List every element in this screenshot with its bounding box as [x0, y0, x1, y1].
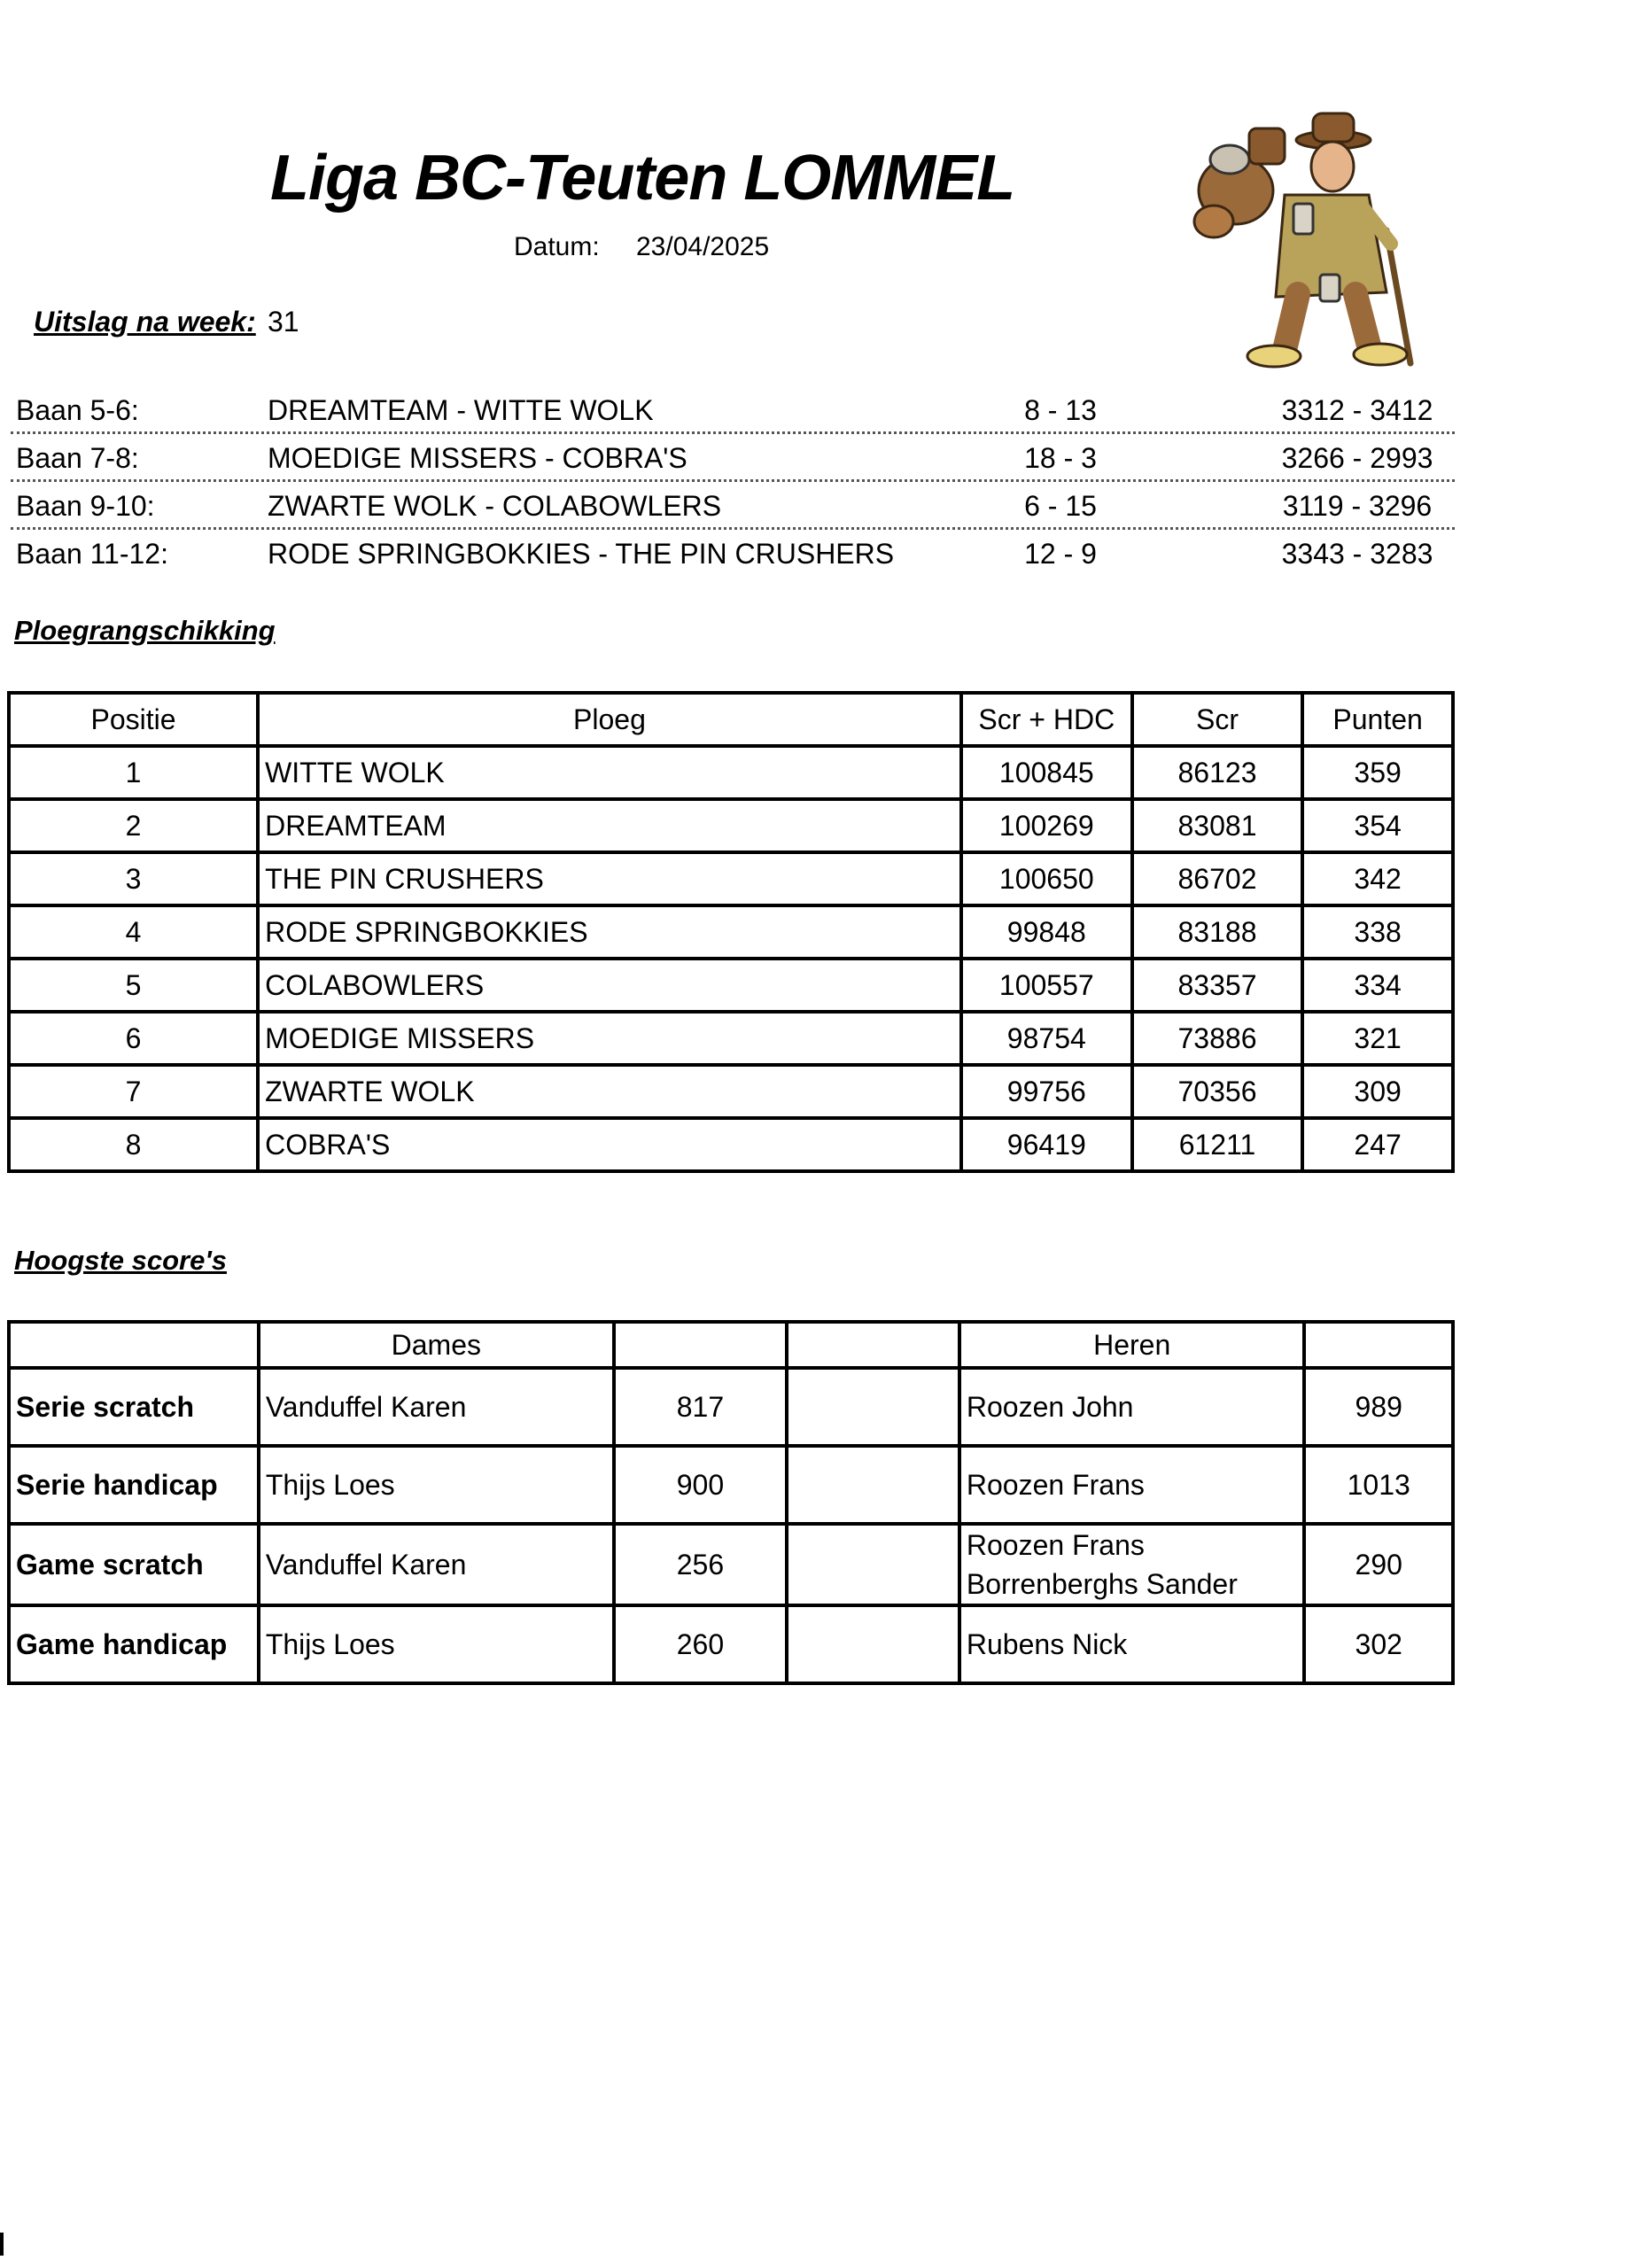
- heren-name: [959, 1524, 1305, 1605]
- match-teams: DREAMTEAM - WITTE WOLK: [268, 394, 654, 426]
- rank-position: 2: [9, 799, 258, 852]
- table-row: [9, 1605, 1453, 1683]
- category-label: Game scratch: [9, 1524, 259, 1605]
- points: 354: [1302, 799, 1453, 852]
- match-lane: Baan 11-12:: [16, 538, 168, 570]
- rank-position: 1: [9, 746, 258, 799]
- score-hdc: 98754: [961, 1012, 1132, 1065]
- match-teams: RODE SPRINGBOKKIES - THE PIN CRUSHERS: [268, 538, 895, 570]
- column-header: Punten: [1302, 693, 1453, 746]
- heren-score: 989: [1304, 1368, 1453, 1446]
- match-row: [11, 481, 1455, 530]
- ranking-heading: Ploegrangschikking: [14, 615, 276, 646]
- heren-name: Roozen John: [959, 1368, 1305, 1446]
- empty-cell: [787, 1524, 959, 1605]
- score-scratch: 86702: [1132, 852, 1303, 905]
- team-name: COLABOWLERS: [258, 959, 961, 1012]
- column-header: Scr: [1132, 693, 1303, 746]
- page-title: Liga BC-Teuten LOMMEL: [270, 143, 1015, 214]
- ranking-header-row: [9, 693, 1453, 746]
- dames-score: 817: [614, 1368, 787, 1446]
- match-lane: Baan 5-6:: [16, 394, 139, 426]
- table-row: [9, 1524, 1453, 1605]
- dames-score: 260: [614, 1605, 787, 1683]
- week-value: 31: [268, 306, 299, 338]
- match-teams: ZWARTE WOLK - COLABOWLERS: [268, 490, 722, 522]
- table-row: [9, 1118, 1453, 1171]
- match-scores: 3343 - 3283: [1281, 538, 1433, 570]
- heren-name: Roozen Frans: [959, 1446, 1305, 1524]
- score-hdc: 100269: [961, 799, 1132, 852]
- table-row: [9, 959, 1453, 1012]
- team-name: RODE SPRINGBOKKIES: [258, 905, 961, 959]
- score-hdc: 99848: [961, 905, 1132, 959]
- dames-score: 900: [614, 1446, 787, 1524]
- points: 309: [1302, 1065, 1453, 1118]
- heren-name-line: Roozen Frans: [966, 1529, 1145, 1561]
- team-name: MOEDIGE MISSERS: [258, 1012, 961, 1065]
- score-scratch: 83357: [1132, 959, 1303, 1012]
- match-lane: Baan 7-8:: [16, 442, 139, 474]
- empty-cell: [787, 1605, 959, 1683]
- team-name: WITTE WOLK: [258, 746, 961, 799]
- category-label: Serie handicap: [9, 1446, 259, 1524]
- heren-score: 1013: [1304, 1446, 1453, 1524]
- score-hdc: 96419: [961, 1118, 1132, 1171]
- week-label: Uitslag na week:: [34, 306, 256, 338]
- score-scratch: 70356: [1132, 1065, 1303, 1118]
- rank-position: 4: [9, 905, 258, 959]
- empty-header-cell: [787, 1322, 959, 1368]
- match-points: 12 - 9: [1024, 538, 1097, 570]
- heren-header: Heren: [959, 1322, 1305, 1368]
- rank-position: 8: [9, 1118, 258, 1171]
- match-points: 6 - 15: [1024, 490, 1097, 522]
- score-scratch: 83081: [1132, 799, 1303, 852]
- rank-position: 3: [9, 852, 258, 905]
- empty-header-cell: [614, 1322, 787, 1368]
- match-row: [11, 529, 1455, 575]
- date-label: Datum:: [514, 232, 600, 261]
- table-row: [9, 905, 1453, 959]
- dames-name: Thijs Loes: [259, 1446, 614, 1524]
- points: 342: [1302, 852, 1453, 905]
- score-scratch: 61211: [1132, 1118, 1303, 1171]
- column-header: Positie: [9, 693, 258, 746]
- table-row: [9, 852, 1453, 905]
- date-value: 23/04/2025: [636, 232, 770, 261]
- team-name: ZWARTE WOLK: [258, 1065, 961, 1118]
- table-row: [9, 1446, 1453, 1524]
- heren-score: 290: [1304, 1524, 1453, 1605]
- heren-name-line: Borrenberghs Sander: [966, 1568, 1238, 1600]
- heren-name: Rubens Nick: [959, 1605, 1305, 1683]
- column-header: Scr + HDC: [961, 693, 1132, 746]
- team-name: COBRA'S: [258, 1118, 961, 1171]
- peddler-mascot-icon: [1178, 97, 1444, 372]
- score-hdc: 100845: [961, 746, 1132, 799]
- empty-header-cell: [1304, 1322, 1453, 1368]
- category-label: Serie scratch: [9, 1368, 259, 1446]
- score-hdc: 99756: [961, 1065, 1132, 1118]
- match-points: 8 - 13: [1024, 394, 1097, 426]
- dames-name: Vanduffel Karen: [259, 1524, 614, 1605]
- score-scratch: 73886: [1132, 1012, 1303, 1065]
- highscores-table: [7, 1320, 1455, 1685]
- empty-cell: [787, 1368, 959, 1446]
- rank-position: 5: [9, 959, 258, 1012]
- dames-name: Vanduffel Karen: [259, 1368, 614, 1446]
- match-teams: MOEDIGE MISSERS - COBRA'S: [268, 442, 687, 474]
- rank-position: 7: [9, 1065, 258, 1118]
- score-hdc: 100650: [961, 852, 1132, 905]
- dames-score: 256: [614, 1524, 787, 1605]
- column-header: Ploeg: [258, 693, 961, 746]
- team-name: THE PIN CRUSHERS: [258, 852, 961, 905]
- table-row: [9, 799, 1453, 852]
- dames-name: Thijs Loes: [259, 1605, 614, 1683]
- table-row: [9, 1368, 1453, 1446]
- points: 334: [1302, 959, 1453, 1012]
- empty-cell: [787, 1446, 959, 1524]
- ranking-table: [7, 691, 1455, 1173]
- table-row: [9, 1065, 1453, 1118]
- empty-header-cell: [9, 1322, 259, 1368]
- dames-header: Dames: [259, 1322, 614, 1368]
- team-name: DREAMTEAM: [258, 799, 961, 852]
- match-lane: Baan 9-10:: [16, 490, 155, 522]
- table-row: [9, 1012, 1453, 1065]
- category-label: Game handicap: [9, 1605, 259, 1683]
- rank-position: 6: [9, 1012, 258, 1065]
- heren-score: 302: [1304, 1605, 1453, 1683]
- points: 338: [1302, 905, 1453, 959]
- match-row: [11, 433, 1455, 482]
- match-scores: 3119 - 3296: [1282, 490, 1433, 522]
- points: 247: [1302, 1118, 1453, 1171]
- table-row: [9, 746, 1453, 799]
- points: 321: [1302, 1012, 1453, 1065]
- scan-mark: [0, 2233, 4, 2256]
- match-points: 18 - 3: [1024, 442, 1097, 474]
- match-scores: 3312 - 3412: [1281, 394, 1433, 426]
- highscores-heading: Hoogste score's: [14, 1245, 227, 1276]
- highscores-header-row: [9, 1322, 1453, 1368]
- points: 359: [1302, 746, 1453, 799]
- match-row: [11, 385, 1455, 434]
- score-scratch: 83188: [1132, 905, 1303, 959]
- match-scores: 3266 - 2993: [1281, 442, 1433, 474]
- score-scratch: 86123: [1132, 746, 1303, 799]
- score-hdc: 100557: [961, 959, 1132, 1012]
